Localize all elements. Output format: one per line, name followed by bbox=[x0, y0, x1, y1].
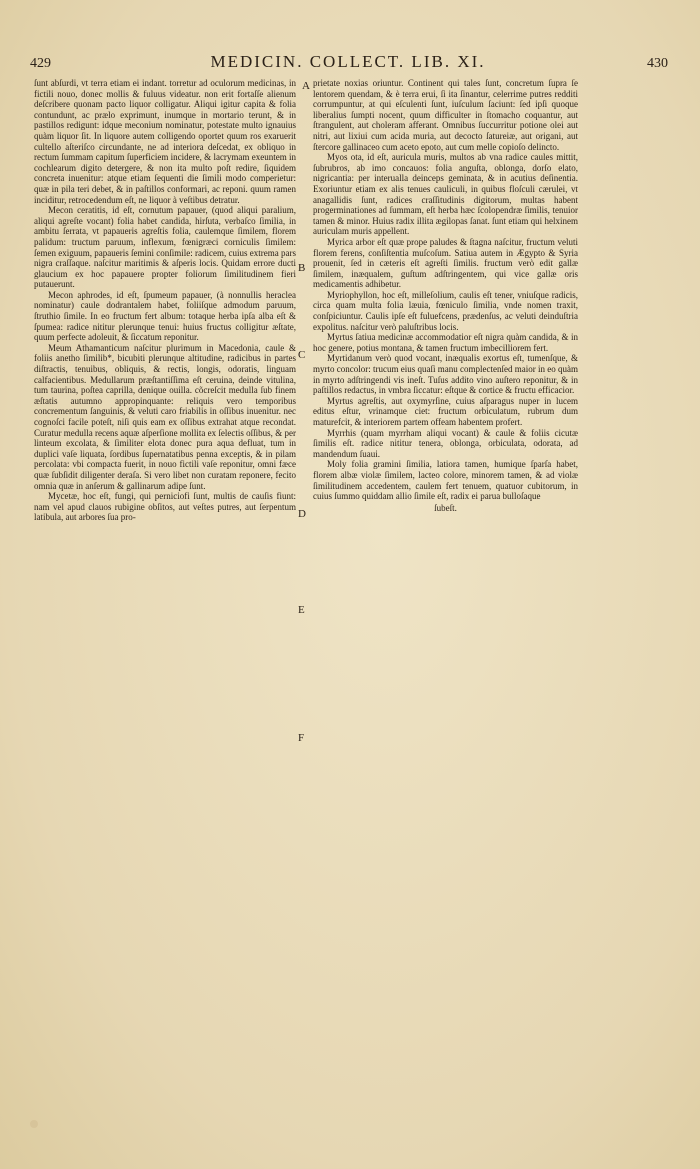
paragraph: Myrica arbor eſt quæ prope paludes & ſtagna naſcitur, fructum veluti florem ferens, conſiſtentia muſcoſum. Satiua autem in Ægypto & Syria prouenit, ſed in cæteris eſt agreſti ſimilis. fructum verò edit gallæ ſimilem, inæqualem, guſtum adſtringentem, qui vice gallæ oris medicamentis adhibetur. bbox=[313, 236, 578, 290]
paragraph: ſubeſt. bbox=[434, 502, 457, 513]
paragraph: Myriophyllon, hoc eſt, milleſolium, caulis eſt tener, vniuſque radicis, circa quam multa folia læuia, fœniculo ſimilia, vnde nomen traxit, conſpiciuntur. Caulis ipſe eſt fuluefcens, prædenſus, ac veluti deinduſtria expolitus. naſcitur verò paluſtribus locis. bbox=[313, 289, 578, 332]
paragraph: Mecon aphrodes, id eſt, ſpumeum papauer, (à nonnullis heraclea nominatur) caule dodrantalem habet, foliiſque admodum paruum, ſtruthio ſimile. In eo fructum fert album: totaque herba ipſa alba eſt & ſpumea: radice nititur plerunque tenui: huius fructus colligitur æſtate, quum perfecte adoleuit, & ſiccatum reponitur. bbox=[34, 289, 296, 343]
left-page-number: 429 bbox=[30, 56, 51, 71]
margin-marker-c: C bbox=[298, 349, 306, 361]
paragraph: Myrrhis (quam myrrham aliqui vocant) & caule & foliis cicutæ ſimilis eſt. radice nititur tenera, oblonga, orbiculata, odorata, ad mandendum ſuaui. bbox=[313, 427, 578, 459]
margin-marker-a: A bbox=[302, 80, 310, 92]
paragraph: ſunt abſurdi, vt terra etiam ei indant. torretur ad oculorum medicinas, in fictili nouo, donec mollis & fuluus videatur. non erit fortaſſe alienum deſcribere quonam pacto liquor colligatur. Aliqui igitur capita & folia contundunt, ac prælo exprimunt, inumque in mortario terunt, & in pastillos redigunt: idque meconium nominatur, potestate multo ignauius quàm liquor ſit. In liquore autem colligendo oportet quum ros exaruerit cultello aſteriſco circundante, ne ad interiora deſcedat, ex obliquo in rectum ſummam capitum ſuperficiem incidere, & lacrymam exeuntem in cochlearum digito detergere, & non ita multo poſt redire, ſiquidem concreta inuenitur: atque etiam ſequenti die ſimili modo comperietur: quæ in pila teri debet, & in paſtillos conformari, ac reponi. quum ramen inciditur, retrocedendum eſt, ne liquor à veſtibus detratur. bbox=[34, 78, 296, 205]
paper-spot bbox=[30, 1120, 38, 1128]
paragraph: Mecon ceratitis, id eſt, cornutum papauer, (quod aliqui paralium, aliqui agreſte vocant) folia habet candida, hirſuta, verbaſco ſimilia, in ambitu ſerrata, vt papaueris agreſtis folia, caulemque ſimilem, florem palidum: tructum paruum, inflexum, fœnigræci corniculis ſimilem: ſemen exiguum, papaueris ſemini conſimile: radicem, cuius extrema pars nigra craſſaque. naſcitur maritimis & aſperis locis. Quidam errore ducti glaucium ex hoc papauere propter foliorum ſimilitudinem fieri putauerunt. bbox=[34, 205, 296, 290]
paragraph: Myrtus ſatiua medicinæ accommodatior eſt nigra quàm candida, & in hoc genere, potius montana, & tamen fructum imbecilliorem fert. bbox=[313, 332, 578, 353]
margin-marker-b: B bbox=[298, 262, 306, 274]
margin-marker-d: D bbox=[298, 508, 306, 520]
running-title: MEDICIN. COLLECT. LIB. XI. bbox=[210, 52, 486, 71]
right-page-number: 430 bbox=[647, 56, 668, 71]
paragraph: Myrtidanum verò quod vocant, inæqualis exortus eſt, tumenſque, & myrto concolor: trucum eius quaſi manu complectenſed maior in eo quàm in myrto adſtringendi vis ineſt. Tuſus addito vino auſtero reponitur, & in paſtillos redactus, in vmbra ſiccatur: eſtque & cortice & fructu efficacior. bbox=[313, 353, 578, 396]
right-text-column bbox=[313, 78, 578, 513]
paragraph: Moly folia gramini ſimilia, latiora tamen, humique ſparſa habet, florem albæ violæ ſimilem, lacteo colore, minorem tamen, & ad violæ ſimilitudinem accedentem, caulem fert tenuem, quatuor cubitorum, in cuius ſummo quiddam allio ſimile eſt, radix ei parua bulloſaque bbox=[313, 459, 578, 502]
paragraph: Myos ota, id eſt, auricula muris, multos ab vna radice caules mittit, ſubrubros, ab imo concauos: folia anguſta, oblonga, dorſo elato, nigricantia: per interualla deinceps geminata, & in acutius deſinentia. Exoriuntur etiam ex alis tenues cauliculi, in quibus floſculi cærulei, vt anagallidis ſunt, radices craſſitudinis digitorum, multas habent progerminationes ad ſummam, eſt herba hæc ſcolopendræ ſimilis, tenuior tamen & minor. Huius radix illita ægilopas ſanat. ſunt etiam qui helxinem auriculam muris appellent. bbox=[313, 152, 578, 237]
paragraph: Myrtus agreſtis, aut oxymyrſine, cuius aſparagus nuper in lucem editus eſtur, vrinamque ciet: fructum orbiculatum, rubrum dum maturefcit, & interiorem partem offeam habentem profert. bbox=[313, 395, 578, 427]
left-text-column bbox=[34, 78, 296, 523]
margin-marker-f: F bbox=[298, 732, 305, 744]
paragraph: prietate noxias oriuntur. Continent qui tales ſunt, concretum ſupra ſe lentorem quendam, & è terra erui, ſi ita ſinantur, celerrime putres redditi corrumpuntur, at qui eſculenti ſunt, iuſculum ſaciunt: ſed ipſi quoque liberalius ſumpti nocent, quum difficulter in ſtomacho coquantur, aut ſtrangulent, aut choleram afferant. Omnibus ſuccurritur potione olei aut nitri, aut lixiui cum acida muria, aut decocto ſatureiæ, aut origani, aut ſtercore gallinaceo cum aceto epoto, aut cum melle copioſo delincto. bbox=[313, 78, 578, 152]
running-header bbox=[28, 52, 668, 74]
paragraph: Mycetæ, hoc eſt, fungi, qui perniciofi ſunt, multis de cauſis fiunt: nam vel apud clauos rubigine obſitos, aut veſtes putres, aut ſerpentum latibula, aut arbores ſua pro- bbox=[34, 491, 296, 523]
margin-marker-e: E bbox=[298, 604, 305, 616]
paragraph: Meum Athamanticum naſcitur plurimum in Macedonia, caule & foliis anetho ſimilib*, bicubiti plerunque altitudine, radicibus in partes diſtractis, tenuibus, obliquis, & rectis, longis, odoratis, linguam calfacientibus. Medullarum præſtantiſſima eſt ceruina, deinde vitulina, tum taurina, poſtea caprilla, denique ouilla. cõcreſcit medulla ſub finem æſtatis autumno appropinquante: reliquis vero temporibus concrementum ſanguinis, & veluti caro friabilis in oſſibus inuenitur. nec cognoſci facile poteſt, niſi quis eam ex oſſibus extrahat atque recondat. Curatur medulla recens aquæ aſperſione mollita ex ſelectis oſſibus, & per linteum excolata, & ſimiliter elota donec pura aqua defluat, tum in duplici vaſe liquata, ſordibus ſupernatatibus penna exceptis, & in pilam percolata: vbi compacta fuerit, in nouo fictili vaſe reponitur, omni fæce quæ ſubſidit diligenter deraſa. Si vero libet non curatam reponere, fecito omnia quæ in anſerum & gallinarum adipe ſunt. bbox=[34, 342, 296, 491]
